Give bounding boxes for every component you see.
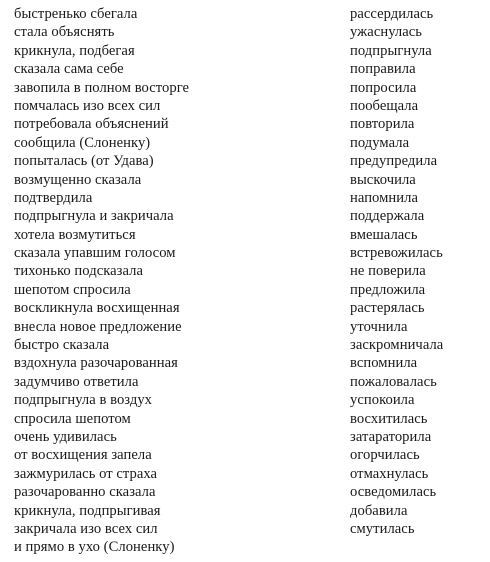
left-column-phrase: зажмурилась от страха	[14, 465, 158, 482]
right-word-column	[350, 5, 490, 538]
right-column-verb: пожаловалась	[350, 373, 437, 390]
left-column-phrase: сказала упавшим голосом	[14, 245, 176, 262]
left-column-phrase: разочарованно сказала	[14, 484, 156, 501]
right-column-verb: встревожилась	[350, 245, 443, 262]
left-column-phrase: подтвердила	[14, 189, 93, 206]
right-column-verb: уточнила	[350, 318, 408, 335]
left-column-phrase: крикнула, подбегая	[14, 42, 135, 59]
right-column-verb: пообещала	[350, 97, 419, 114]
right-column-verb: добавила	[350, 502, 408, 519]
right-column-verb: восхитилась	[350, 410, 428, 427]
left-column-phrase: хотела возмутиться	[14, 226, 136, 243]
left-column-phrase: внесла новое предложение	[14, 318, 182, 335]
left-column-phrase: быстро сказала	[14, 337, 110, 354]
left-column-phrase: стала объяснять	[14, 24, 115, 41]
right-column-verb: не поверила	[350, 263, 426, 280]
left-word-column	[14, 5, 334, 557]
left-column-phrase: потребовала объяснений	[14, 116, 169, 133]
right-column-verb: ужаснулась	[350, 24, 423, 41]
left-column-phrase: возмущенно сказала	[14, 171, 142, 188]
left-column-phrase: вздохнула разочарованная	[14, 355, 178, 372]
left-column-phrase: попыталась (от Удава)	[14, 153, 154, 170]
right-column-verb: предложила	[350, 281, 426, 298]
right-column-verb: успокоила	[350, 392, 415, 409]
right-column-verb: вмешалась	[350, 226, 418, 243]
right-column-verb: растерялась	[350, 300, 425, 317]
left-column-phrase: крикнула, подпрыгивая	[14, 502, 161, 519]
left-column-phrase: сказала сама себе	[14, 61, 124, 78]
right-column-verb: огорчилась	[350, 447, 420, 464]
left-column-phrase: шепотом спросила	[14, 281, 131, 298]
right-column-verb: затараторила	[350, 428, 432, 445]
right-column-verb: предупредила	[350, 153, 438, 170]
right-column-verb: осведомилась	[350, 484, 437, 501]
right-column-verb: подпрыгнула	[350, 42, 432, 59]
right-column-verb: поддержала	[350, 208, 425, 225]
left-column-phrase: подпрыгнула в воздух	[14, 392, 153, 409]
right-column-verb: смутилась	[350, 520, 415, 537]
left-column-phrase: закричала изо всех сил	[14, 520, 158, 537]
left-column-phrase: помчалась изо всех сил	[14, 97, 161, 114]
left-column-phrase: тихонько подсказала	[14, 263, 144, 280]
left-column-phrase: сообщила (Слоненку)	[14, 134, 151, 151]
left-column-phrase: от восхищения запела	[14, 447, 152, 464]
right-column-verb: подумала	[350, 134, 410, 151]
left-column-phrase: задумчиво ответила	[14, 373, 139, 390]
right-column-verb: заскромничала	[350, 337, 444, 354]
right-column-verb: попросила	[350, 79, 417, 96]
left-column-phrase: спросила шепотом	[14, 410, 131, 427]
right-column-verb: рассердилась	[350, 6, 434, 22]
right-column-verb: вспомнила	[350, 355, 418, 372]
right-column-verb: повторила	[350, 116, 415, 133]
left-column-phrase: и прямо в ухо (Слоненку)	[14, 539, 175, 556]
left-column-phrase: очень удивилась	[14, 428, 117, 445]
right-column-verb: поправила	[350, 61, 416, 78]
left-column-phrase: завопила в полном восторге	[14, 79, 190, 96]
right-column-verb: выскочила	[350, 171, 416, 188]
left-column-phrase: воскликнула восхищенная	[14, 300, 180, 317]
left-column-phrase: быстренько сбегала	[14, 6, 138, 22]
right-column-verb: отмахнулась	[350, 465, 429, 482]
left-column-phrase: подпрыгнула и закричала	[14, 208, 174, 225]
right-column-verb: напомнила	[350, 189, 418, 206]
